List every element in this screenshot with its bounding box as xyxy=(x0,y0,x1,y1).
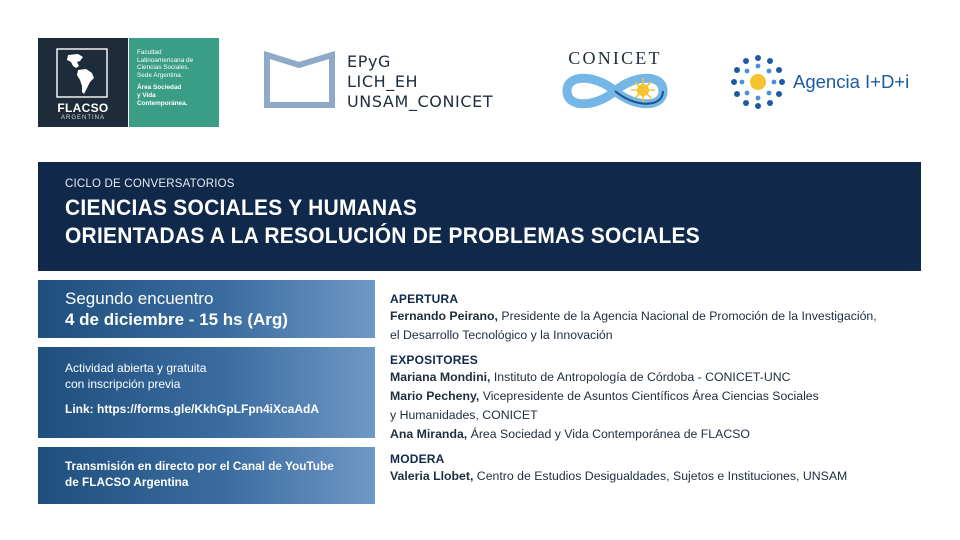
apertura-speaker-role-cont: el Desarrollo Tecnológico y la Innovación xyxy=(390,328,613,342)
program xyxy=(390,291,935,486)
title-banner xyxy=(38,162,921,271)
infinity-flag-icon xyxy=(559,68,671,114)
agencia-sun-icon xyxy=(730,54,786,110)
apertura-heading: APERTURA xyxy=(390,292,459,306)
open-book-icon xyxy=(263,47,336,113)
epyg-line: UNSAM_CONICET xyxy=(347,92,494,111)
banner-title-line: CIENCIAS SOCIALES Y HUMANAS xyxy=(65,195,418,220)
broadcast-line: Transmisión en directo por el Canal de YouTube xyxy=(65,459,334,473)
broadcast-text xyxy=(65,459,375,490)
flacso-description-line: Latinoamericana de xyxy=(137,56,194,64)
registration-box xyxy=(38,347,375,438)
broadcast-line: de FLACSO Argentina xyxy=(65,474,189,489)
expositor xyxy=(390,387,935,406)
epyg-text xyxy=(347,52,493,112)
banner-title-line: ORIENTADAS A LA RESOLUCIÓN DE PROBLEMAS SOCIALES xyxy=(65,223,700,248)
moderator xyxy=(390,467,935,486)
speaker-role: Centro de Estudios Desigualdades, Sujetos e Instituciones, UNSAM xyxy=(473,469,848,483)
flacso-description-line: Sede Argentina. xyxy=(137,71,183,79)
encuentro-label: Segundo encuentro xyxy=(65,289,214,308)
banner-title xyxy=(65,194,861,250)
access-text xyxy=(65,361,375,392)
flacso-country: ARGENTINA xyxy=(60,115,105,121)
apertura-speaker xyxy=(390,307,935,326)
registration-link[interactable]: Link: https://forms.gle/KkhGpLFpn4iXcaAdA xyxy=(65,402,320,416)
broadcast-box xyxy=(38,447,375,504)
date-box xyxy=(38,280,375,338)
flacso-description-line: Facultad xyxy=(137,49,162,56)
flacso-emblem xyxy=(38,38,128,127)
flacso-description-line: Ciencias Sociales. xyxy=(137,64,190,72)
expositores-heading: EXPOSITORES xyxy=(390,353,479,367)
access-line: Actividad abierta y gratuita xyxy=(65,361,207,375)
speaker-role: Presidente de la Agencia Nacional de Promoción de la Investigación, xyxy=(497,309,877,323)
event-date: 4 de diciembre - 15 hs (Arg) xyxy=(65,310,288,329)
americas-map-icon xyxy=(56,48,108,98)
conicet-name: CONICET xyxy=(568,48,662,68)
speaker-role: Instituto de Antropología de Córdoba - CONICET-UNC xyxy=(490,370,791,384)
flacso-panel xyxy=(128,38,219,127)
epyg-line: EPyG xyxy=(347,52,392,71)
expositor-role-cont: y Humanidades, CONICET xyxy=(390,408,538,422)
flacso-area-line: y Vida xyxy=(137,91,156,99)
speaker-name: Fernando Peirano, xyxy=(390,309,498,323)
flacso-logo xyxy=(38,38,219,127)
flacso-area xyxy=(137,84,214,107)
epyg-logo xyxy=(263,47,513,117)
agencia-name: Agencia I+D+i xyxy=(793,71,910,92)
agencia-logo xyxy=(730,54,930,110)
expositor xyxy=(390,425,935,444)
expositor xyxy=(390,368,935,387)
conicet-logo xyxy=(556,48,676,118)
flacso-description xyxy=(137,49,214,79)
access-line: con inscripción previa xyxy=(65,376,181,391)
speaker-name: Mario Pecheny, xyxy=(390,389,480,403)
speaker-role: Área Sociedad y Vida Contemporánea de FLACSO xyxy=(467,427,750,441)
modera-heading: MODERA xyxy=(390,452,445,466)
speaker-name: Mariana Mondini, xyxy=(390,370,491,384)
speaker-name: Ana Miranda, xyxy=(390,427,468,441)
banner-kicker: CICLO DE CONVERSATORIOS xyxy=(65,178,235,190)
epyg-line: LICH_EH xyxy=(347,72,419,91)
flacso-area-line: Área Sociedad xyxy=(137,84,182,92)
speaker-role: Vicepresidente de Asuntos Científicos Área Ciencias Sociales xyxy=(479,389,819,403)
speaker-name: Valeria Llobet, xyxy=(390,469,474,483)
flacso-name: FLACSO xyxy=(57,101,109,115)
flacso-area-line: Contemporánea. xyxy=(137,99,188,107)
